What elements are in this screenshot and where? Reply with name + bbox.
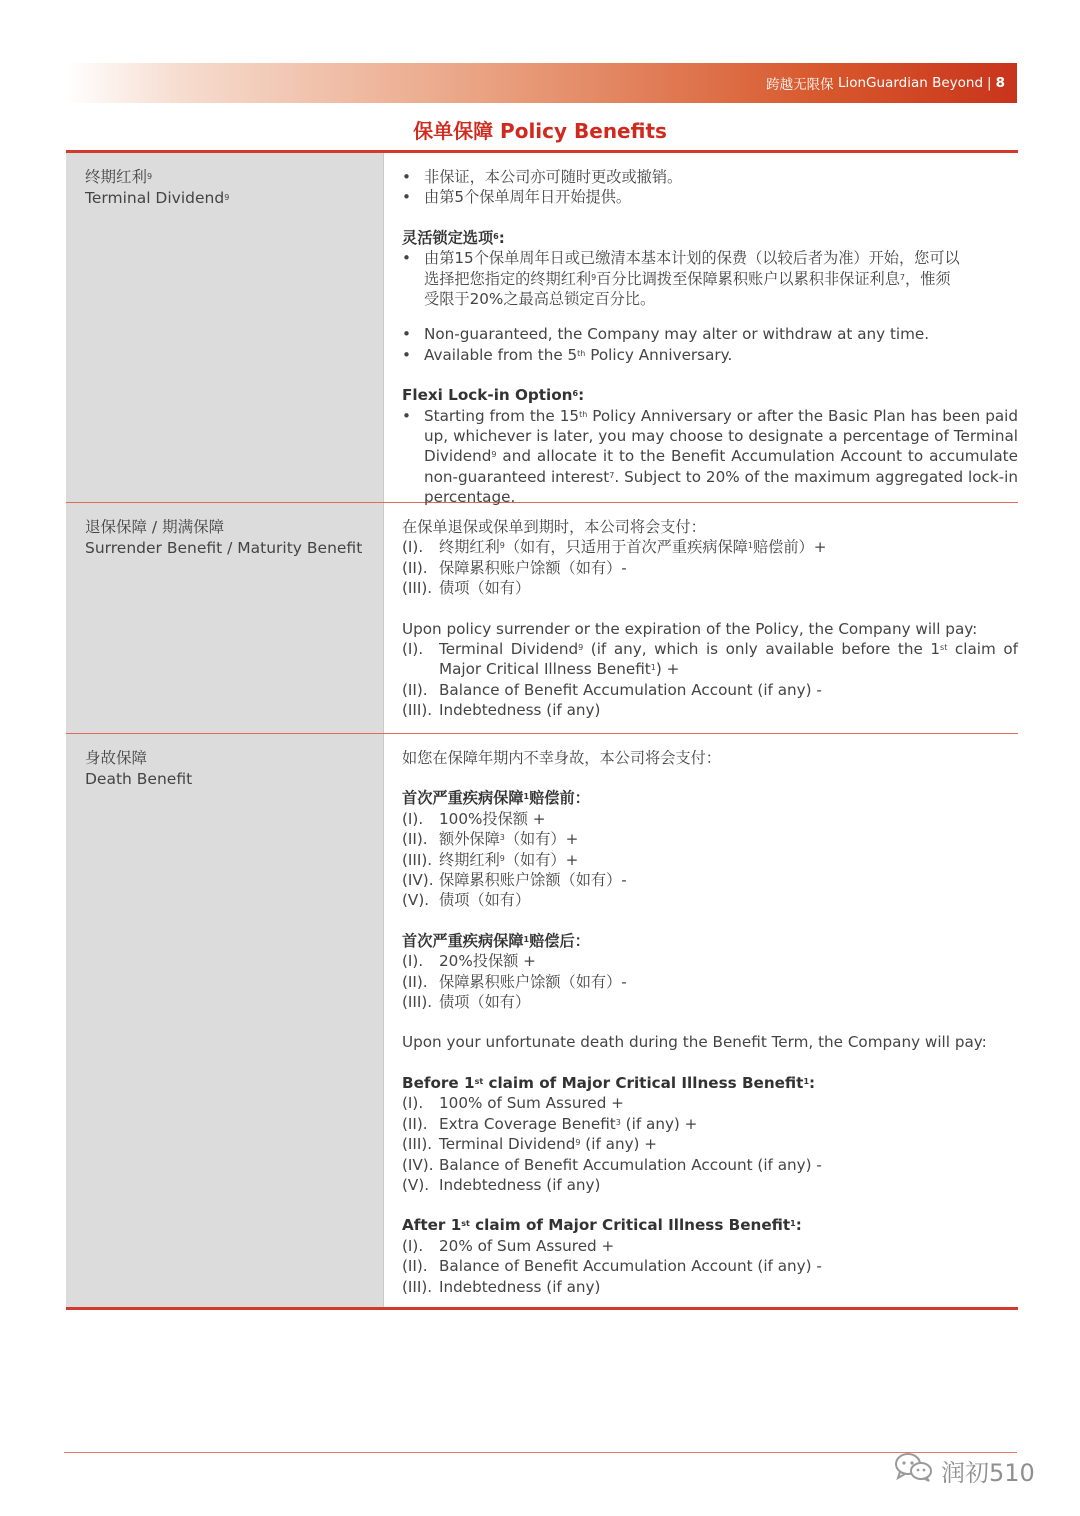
row-label: 终期红利$^9$ Terminal Dividend$^9$ — [66, 153, 384, 502]
list-item: (III). Indebtedness (if any) — [402, 701, 601, 720]
list-item: (V). Indebtedness (if any) — [402, 1175, 601, 1194]
brand-en: LionGuardian Beyond — [837, 75, 984, 91]
list-item: • Starting from the 15th Policy Anniversary or after the Basic Plan has been paid up, whichever is later, you may choose to designate a percentage of Terminal Dividend$^9$ and allocate it to the Benefit Accumulation Account to accumulate non-guaranteed interest$^7$. Subject to 20% of the maximum aggregated lock-in percentage. — [402, 406, 1018, 507]
list-item: (II). Balance of Benefit Accumulation Account (if any) - — [402, 680, 822, 699]
list-item: (I). 20%投保额 + — [402, 952, 536, 971]
section-title: Before 1st claim of Major Critical Illness Benefit$^1$: — [402, 1073, 816, 1092]
section-title: After 1st claim of Major Critical Illness Benefit$^1$: — [402, 1216, 802, 1235]
section-title: 首次严重疾病保障$^1$赔偿后： — [402, 931, 590, 950]
list-item: (II). 额外保障$^3$（如有）+ — [402, 830, 579, 849]
list-item: (IV). 保障累积账户馀额（如有）- — [402, 871, 627, 890]
list-item: (I). 终期红利$^9$（如有，只适用于首次严重疾病保障$^1$赔偿前）+ — [402, 538, 827, 557]
footer-rule — [64, 1452, 1017, 1453]
row-content: 如您在保障年期内不幸身故，本公司将会支付： 首次严重疾病保障$^1$赔偿前： (I). 100%投保额 + (II). 额外保障$^3$（如有）+ (III). 终期红利$^9$（如有）+ (IV). 保障累积账户馀额（如有）- (V). 债项（如有） 首次严重疾病保障$^1$赔偿后： (I). 20%投保额 + (II). 保障累积账户馀额（如有）- (III). 债项（如有） Upon your unfortunate death during the Benefit Term, the Company will pay: Before 1st claim of Major Critical Illness Benefit$^1$: (I). 100% of Sum Assured + (II). Extra Coverage Benefit$^3$ (if any) + (III). Terminal Dividend$^9$ (if any) + (IV). Balance of Benefit Accumulation Account (if any) - (V). Indebtedness (if any) After 1st claim of Major Critical Illness Benefit$^1$: (I). 20% of Sum Assured + (II). Balance of Benefit Accumulation Account (if any) - (III). Indebtedness (if any) — [384, 734, 1018, 1307]
list-item: • 由第15个保单周年日或已缴清本基本计划的保费（以较后者为准）开始，您可以 选择把您指定的终期红利$^9$百分比调拨至保障累积账户以累积非保证利息$^7$，惟须 受限于20%之最高总锁定百分比。 — [402, 249, 960, 309]
list-item: (IV). Balance of Benefit Accumulation Account (if any) - — [402, 1155, 822, 1174]
list-item: • Non-guaranteed, the Company may alter or withdraw at any time. — [402, 325, 930, 344]
option-title-en: Flexi Lock-in Option$^6$: — [402, 386, 585, 405]
row-content: 在保单退保或保单到期时，本公司将会支付： (I). 终期红利$^9$（如有，只适用于首次严重疾病保障$^1$赔偿前）+ (II). 保障累积账户馀额（如有）- (III). 债项（如有） Upon policy surrender or the expiration of the Policy, the Company will pay: (I). Terminal Dividend$^9$ (if any, which is only available before the 1st claim of Major Critical Illness Benefit$^1$) + (II). Balance of Benefit Accumulation Account (if any) - (III). Indebtedness (if any) — [402, 518, 1018, 720]
label-en: Surrender Benefit / Maturity Benefit — [85, 539, 363, 557]
list-item: (III). 债项（如有） — [402, 579, 531, 598]
row-label — [66, 734, 384, 1307]
brand-cn: 跨越无限保 — [766, 77, 834, 93]
section-title: 首次严重疾病保障$^1$赔偿前： — [402, 789, 590, 808]
list-item: (I). 100%投保额 + — [402, 809, 546, 828]
benefits-table — [66, 150, 1018, 1310]
list-item: (II). Balance of Benefit Accumulation Account (if any) - — [402, 1257, 822, 1276]
page-number: 8 — [995, 75, 1005, 91]
list-item: (III). Indebtedness (if any) — [402, 1277, 601, 1296]
list-item: (III). 终期红利$^9$（如有）+ — [402, 850, 579, 869]
list-item: (II). 保障累积账户馀额（如有）- — [402, 558, 627, 577]
label-cn: 终期红利 — [85, 168, 148, 186]
list-item: (II). 保障累积账户馀额（如有）- — [402, 972, 627, 991]
list-item: • Available from the 5th Policy Anniversary. — [402, 345, 733, 364]
row-terminal-dividend — [66, 153, 1018, 507]
row-surrender-benefit — [66, 503, 1018, 734]
list-item: (I). Terminal Dividend$^9$ (if any, which is only available before the 1st claim of Major Critical Illness Benefit$^1$) + — [402, 640, 1018, 679]
list-item: (III). 债项（如有） — [402, 993, 531, 1012]
list-item: (I). 100% of Sum Assured + — [402, 1094, 624, 1113]
row-death-benefit — [66, 734, 1018, 1310]
header-band — [66, 63, 1017, 103]
list-item: • 由第5个保单周年日开始提供。 — [402, 188, 632, 207]
list-item: (III). Terminal Dividend$^9$ (if any) + — [402, 1135, 658, 1154]
list-item: (II). Extra Coverage Benefit$^3$ (if any) + — [402, 1114, 698, 1133]
row-content — [384, 153, 1018, 507]
row-label — [66, 503, 384, 733]
list-item: (V). 债项（如有） — [402, 891, 531, 910]
list-item: (I). 20% of Sum Assured + — [402, 1236, 615, 1255]
page-title: 保单保障 Policy Benefits — [413, 119, 667, 143]
label-cn: 身故保障 — [85, 749, 148, 767]
label-en: Terminal Dividend — [85, 189, 225, 207]
list-item: • 非保证，本公司亦可随时更改或撤销。 — [402, 168, 683, 186]
label-en: Death Benefit — [85, 770, 193, 788]
option-title-cn: 灵活锁定选项$^6$: — [402, 228, 505, 247]
label-cn: 退保保障 / 期满保障 — [85, 518, 225, 536]
wechat-icon — [893, 1451, 941, 1489]
watermark-text: 润初510 — [941, 1458, 1035, 1487]
header-separator: | — [987, 75, 992, 91]
watermark — [893, 1450, 1035, 1490]
